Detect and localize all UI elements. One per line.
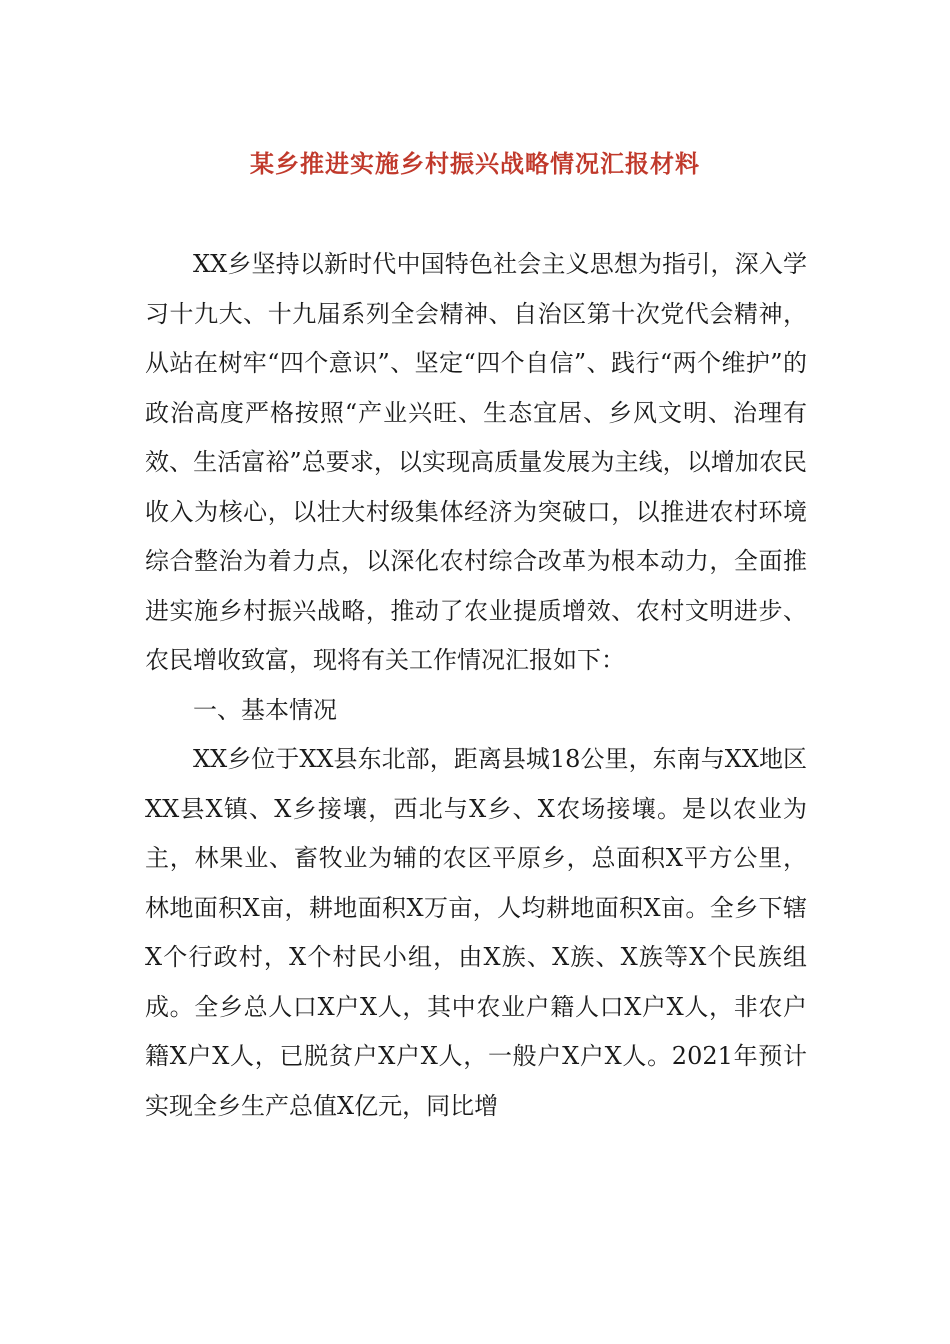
document-title: 某乡推进实施乡村振兴战略情况汇报材料	[250, 149, 700, 178]
section-heading-basic-situation: 一、基本情况	[193, 695, 337, 724]
document-body	[145, 240, 807, 1131]
basic-situation-paragraph: XX乡位于XX县东北部，距离县城18公里，东南与XX地区XX县X镇、X乡接壤，西北与X乡、X农场接壤。是以农业为主，林果业、畜牧业为辅的农区平原乡，总面积X平方公里，林地面积X亩，耕地面积X万亩，人均耕地面积X亩。全乡下辖X个行政村，X个村民小组，由X族、X族、X族等X个民族组成。全乡总人口X户X人，其中农业户籍人口X户X人，非农户籍X户X人，已脱贫户X户X人，一般户X户X人。2021年预计实现全乡生产总值X亿元，同比增	[145, 745, 807, 1120]
intro-paragraph: XX乡坚持以新时代中国特色社会主义思想为指引，深入学习十九大、十九届系列全会精神、自治区第十次党代会精神，从站在树牢“四个意识”、坚定“四个自信”、践行“两个维护”的政治高度严格按照“产业兴旺、生态宜居、乡风文明、治理有效、生活富裕”总要求，以实现高质量发展为主线，以增加农民收入为核心，以壮大村级集体经济为突破口，以推进农村环境综合整治为着力点，以深化农村综合改革为根本动力，全面推进实施乡村振兴战略，推动了农业提质增效、农村文明进步、农民增收致富，现将有关工作情况汇报如下：	[145, 250, 807, 674]
